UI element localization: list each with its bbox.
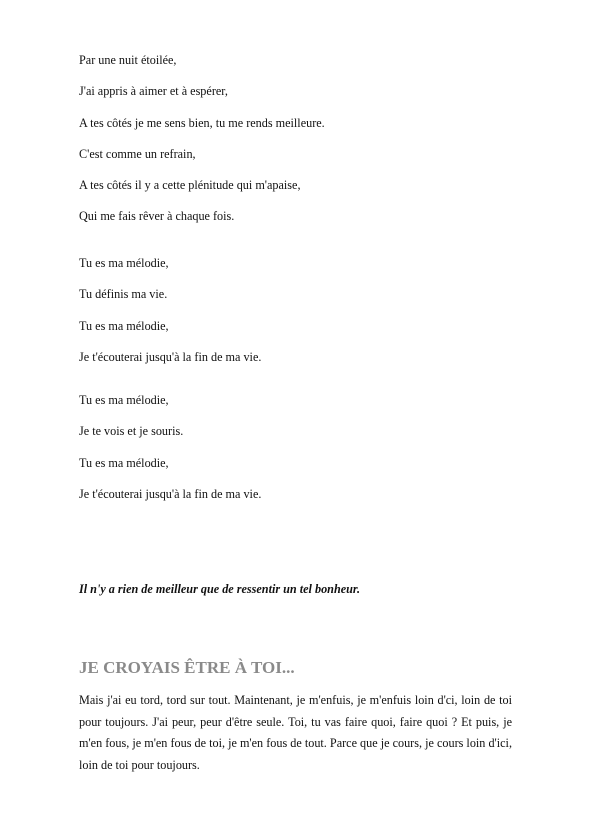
section-paragraph: Mais j'ai eu tord, tord sur tout. Maintenant, je m'enfuis, je m'enfuis loin d'ci, loin de toi pour toujours. J'ai peur, peur d'être seule. Toi, tu vas faire quoi, faire quoi ? Et puis, je m'en fous, je m'en fous de toi, je m'en fous de tout. Parce que je cours, je cours loin d'ici, loin de toi pour toujours.	[79, 693, 512, 773]
poem-line: A tes côtés je me sens bien, tu me rends meilleure.	[79, 115, 325, 130]
poem-line: Qui me fais rêver à chaque fois.	[79, 209, 235, 224]
poem-line: Tu es ma mélodie,	[79, 318, 169, 333]
poem-line: Tu es ma mélodie,	[79, 256, 169, 270]
poem-stanza-2	[79, 253, 261, 378]
poem-line: C'est comme un refrain,	[79, 146, 196, 161]
poem-line: J'ai appris à aimer et à espérer,	[79, 84, 228, 99]
poem-tagline: Il n'y a rien de meilleur que de ressentir un tel bonheur.	[79, 582, 361, 596]
poem-line: Tu es ma mélodie,	[79, 393, 169, 407]
poem-line: Je te vois et je souris.	[79, 424, 184, 439]
poem-line: A tes côtés il y a cette plénitude qui m'apaise,	[79, 178, 301, 193]
poem-line: Je t'écouterai jusqu'à la fin de ma vie.	[79, 349, 262, 364]
section-heading: JE CROYAIS ÊTRE À TOI...	[79, 658, 295, 677]
poem-line: Par une nuit étoilée,	[79, 53, 177, 67]
poem-line: Je t'écouterai jusqu'à la fin de ma vie.	[79, 486, 262, 501]
poem-stanza-1	[79, 50, 325, 238]
poem-stanza-3	[79, 390, 261, 515]
poem-line: Tu es ma mélodie,	[79, 455, 169, 470]
poem-line: Tu définis ma vie.	[79, 287, 168, 302]
